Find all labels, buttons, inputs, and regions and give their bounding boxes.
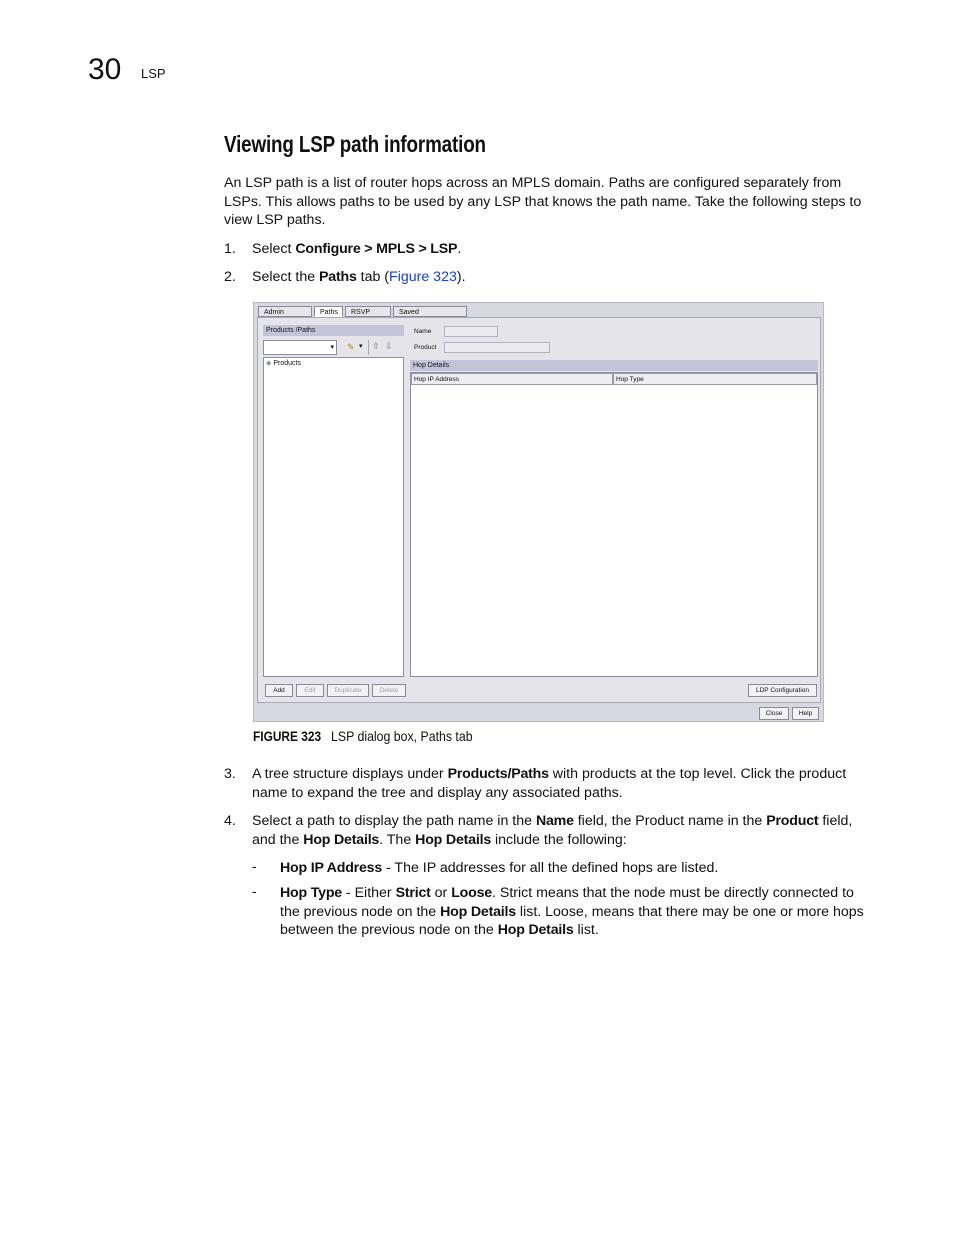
step-text: field, and the <box>252 813 853 848</box>
bullet-dash: - <box>252 858 257 874</box>
tree-name: Products/Paths <box>447 766 549 782</box>
close-button[interactable]: Close <box>759 707 789 720</box>
figure-caption <box>253 728 492 744</box>
tree-node-icon: ◈ <box>266 360 272 367</box>
bullet-text: list. Loose, means that there may be one or more hops between the previous node on the <box>280 903 864 939</box>
product-label: Product <box>414 344 437 351</box>
tab-content-panel <box>257 317 821 703</box>
field-name: Name <box>535 813 574 829</box>
step-text: Select the <box>252 269 320 285</box>
step-1 <box>224 240 874 260</box>
name-label: Name <box>414 328 432 335</box>
lsp-dialog-screenshot <box>253 302 824 722</box>
arrow-down-icon[interactable]: ⇩ <box>385 341 393 351</box>
bullet-term: Strict <box>395 885 431 901</box>
step-text: field, the Product name in the <box>573 813 767 829</box>
field-product: Product <box>766 813 819 829</box>
step-text: with products at the top level. Click the product name to expand the tree and display any associated paths. <box>252 766 847 801</box>
tree-header: Products /Paths <box>263 325 404 336</box>
bullet-term: Hop Details <box>440 903 516 920</box>
field-hop-details: Hop Details <box>303 831 380 848</box>
duplicate-button[interactable]: Duplicate <box>327 684 369 697</box>
step-text: Select a path to display the path name in the <box>252 813 536 829</box>
field-hop-details: Hop Details <box>415 831 492 848</box>
step-text: Select <box>252 241 296 257</box>
help-button[interactable]: Help <box>792 707 819 720</box>
bullet-term: Hop IP Address <box>280 860 383 876</box>
step-number: 3. <box>224 766 236 782</box>
step-text: include the following: <box>491 831 627 848</box>
step-3 <box>224 765 874 805</box>
figure-link[interactable]: Figure 323 <box>389 269 457 285</box>
step-4 <box>224 812 874 852</box>
bullet-text: list. <box>573 922 599 939</box>
step-text: A tree structure displays under <box>252 766 448 782</box>
product-field[interactable] <box>444 342 550 353</box>
menu-path: Configure > MPLS > LSP <box>295 241 458 257</box>
wand-icon[interactable]: ✎ <box>347 342 355 352</box>
bullet-text: or <box>430 885 452 901</box>
tree-item-label: Products <box>273 360 301 367</box>
tab-name: Paths <box>319 269 357 285</box>
bullet-term: Hop Type <box>280 885 342 901</box>
bullet-text: - Either <box>341 885 396 901</box>
tab-paths[interactable]: Paths <box>314 306 343 317</box>
hop-details-header: Hop Details <box>410 360 818 371</box>
bullet-hop-type <box>280 884 870 940</box>
bullet-hop-ip-address <box>280 859 870 878</box>
chevron-down-icon: ▾ <box>330 344 334 351</box>
chevron-down-icon[interactable]: ▾ <box>359 343 363 350</box>
tab-admin-groups[interactable]: Admin <box>258 306 312 317</box>
products-tree[interactable] <box>263 357 404 677</box>
column-hop-ip-address[interactable]: Hop IP Address <box>411 373 613 385</box>
step-text: tab ( <box>356 269 390 285</box>
step-text: . The <box>379 831 416 848</box>
step-text: ). <box>456 269 466 285</box>
figure-label: FIGURE 323 <box>253 728 322 744</box>
section-title: Viewing LSP path information <box>224 131 486 157</box>
arrow-group <box>368 340 397 355</box>
bullet-dash: - <box>252 883 257 899</box>
step-number: 2. <box>224 269 236 285</box>
column-hop-type[interactable]: Hop Type <box>613 373 817 385</box>
hop-details-table[interactable] <box>410 372 818 677</box>
bullet-term: Loose <box>451 885 492 901</box>
arrow-up-icon[interactable]: ⇧ <box>372 341 380 351</box>
step-number: 4. <box>224 813 236 829</box>
tree-item-products[interactable] <box>266 359 301 367</box>
step-2 <box>224 268 874 288</box>
bullet-term: Hop Details <box>497 922 574 939</box>
chapter-title: LSP <box>141 66 166 81</box>
step-text: . <box>457 241 462 257</box>
add-button[interactable]: Add <box>265 684 293 697</box>
ldp-configuration-button[interactable]: LDP Configuration <box>748 684 817 697</box>
name-field[interactable] <box>444 326 498 337</box>
delete-button[interactable]: Delete <box>372 684 406 697</box>
chapter-number: 30 <box>88 53 122 86</box>
intro-paragraph: An LSP path is a list of router hops across an MPLS domain. Paths are configured separately from LSPs. This allows paths to be used by any LSP that knows the path name. Take the following steps to view LSP paths. <box>224 175 862 229</box>
figure-caption-text: LSP dialog box, Paths tab <box>331 728 473 744</box>
edit-button[interactable]: Edit <box>296 684 324 697</box>
bullet-text: - The IP addresses for all the defined hops are listed. <box>382 860 719 876</box>
bullet-text: . Strict means that the node must be directly connected to the previous node on the <box>280 885 854 920</box>
tab-saved-configurations[interactable]: Saved <box>393 306 467 317</box>
tab-rsvp-lsp[interactable]: RSVP <box>345 306 391 317</box>
step-number: 1. <box>224 241 236 257</box>
product-filter-dropdown[interactable] <box>263 340 337 355</box>
